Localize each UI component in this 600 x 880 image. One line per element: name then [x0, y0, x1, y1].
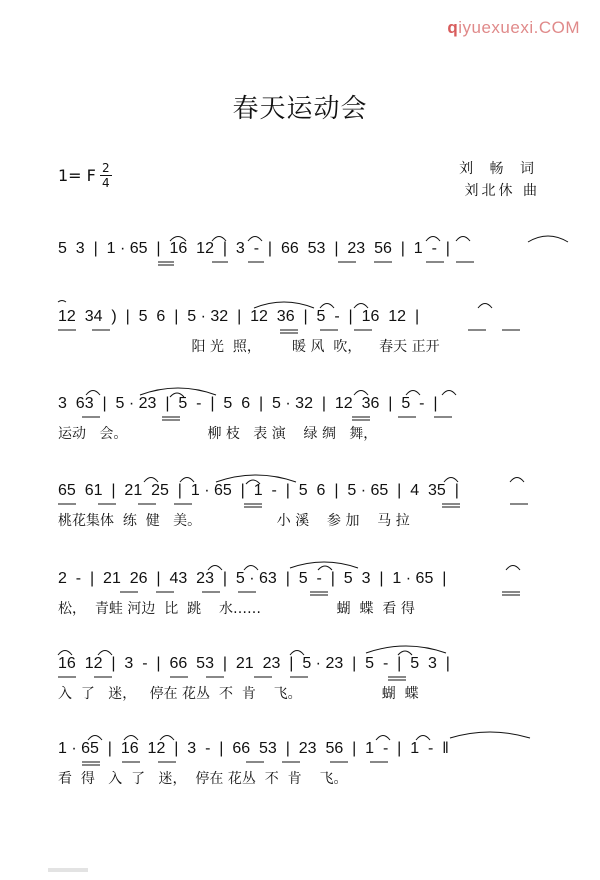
notation-line-3	[58, 395, 548, 423]
composer-credit: 刘北休 曲	[464, 183, 540, 199]
lyricist-credit: 刘 畅 词	[459, 161, 540, 177]
key-signature	[58, 162, 112, 189]
lyrics-line-7: 看 得 入 了 迷， 停在 花丛 不 肯 飞。	[58, 771, 348, 787]
notation-notes: 16 12 | 3 - | 66 53 | 21 23 | 5 · 23 | 5 - | 5 3 |	[58, 655, 450, 672]
time-signature	[100, 162, 112, 189]
notation-line-1	[58, 240, 548, 268]
lyrics-line-6: 入 了 迷， 停在 花丛 不 肯 飞。 蝴 蝶	[58, 686, 419, 702]
song-title: 春天运动会	[232, 94, 368, 124]
notation-marks	[58, 570, 548, 598]
notation-notes: 3 63 | 5 · 23 | 5 - | 5 6 | 5 · 32 | 12 36 | 5 - |	[58, 395, 438, 412]
notation-notes: 12 34 ) | 5 6 | 5 · 32 | 12 36 | 5 - | 16 12 |	[58, 308, 420, 325]
notation-marks	[58, 308, 548, 336]
notation-line-7	[58, 740, 548, 768]
time-signature-top: 2	[102, 161, 110, 175]
lyrics-line-2: 阳 光 照， 暖 风 吹， 春天 正开	[58, 339, 440, 355]
key-label: 1= F	[58, 166, 96, 185]
site-watermark	[447, 18, 580, 38]
notation-notes: 1 · 65 | 16 12 | 3 - | 66 53 | 23 56 | 1 - | 1 - ‖	[58, 740, 449, 757]
notation-line-4	[58, 482, 548, 510]
notation-notes: 5 3 | 1 · 65 | 16 12 | 3 - | 66 53 | 23 56 | 1 - |	[58, 240, 450, 257]
notation-marks	[58, 740, 548, 768]
notation-notes: 2 - | 21 26 | 43 23 | 5 · 63 | 5 - | 5 3 | 1 · 65 |	[58, 570, 447, 587]
watermark-prefix: q	[447, 18, 459, 37]
notation-line-6	[58, 655, 548, 683]
notation-marks	[58, 240, 548, 268]
lyrics-line-4: 桃花集体 练 健 美。 小 溪 参 加 马 拉	[58, 513, 410, 529]
notation-line-2	[58, 308, 548, 336]
scan-artifact	[48, 868, 88, 872]
notation-line-5	[58, 570, 548, 598]
notation-notes: 65 61 | 21 25 | 1 · 65 | 1 - | 5 6 | 5 · 65 | 4 35 |	[58, 482, 459, 499]
notation-marks	[58, 655, 548, 683]
watermark-text: iyuexuexi.COM	[458, 18, 580, 37]
credits	[459, 158, 540, 202]
lyrics-line-3: 运动 会。 柳 枝 表 演 绿 绸 舞，	[58, 426, 378, 442]
lyrics-line-5: 松， 青蛙 河边 比 跳 水…… 蝴 蝶 看 得	[58, 601, 415, 617]
notation-marks	[58, 482, 548, 510]
notation-marks	[58, 395, 548, 423]
time-signature-bottom: 4	[102, 176, 110, 190]
